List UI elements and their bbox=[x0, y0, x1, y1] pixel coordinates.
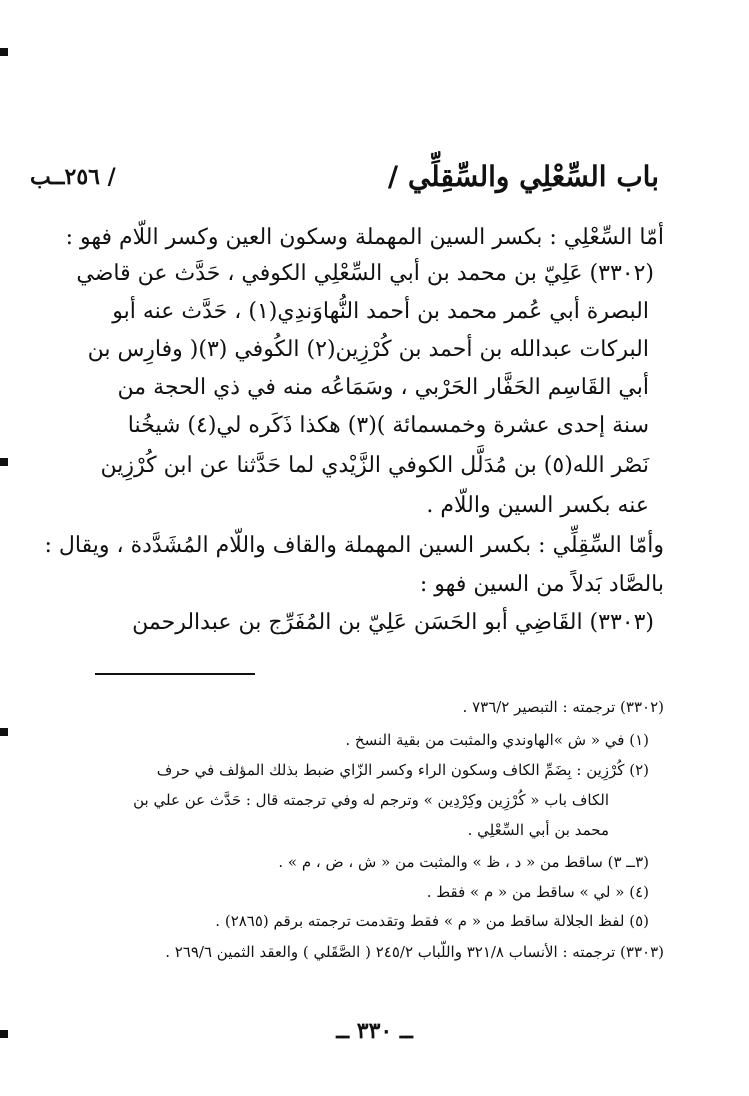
footnote-line: (٣ــ ٣) ساقط من « د ، ظ » والمثبت من « ش ، ض ، م » . bbox=[278, 853, 649, 871]
body-line: وأمّا السِّقِلِّي : بكسر السين المهملة والقاف واللّام المُشَدَّدة ، ويقال : bbox=[44, 533, 664, 558]
body-line: أبي القَاسِم الحَفَّار الحَرْبي ، وسَمَاعُه منه في ذي الحجة من bbox=[117, 375, 649, 400]
footnote-line: (٣٣٠٢) ترجمته : التبصير ٧٣٦/٢ . bbox=[462, 698, 664, 716]
scan-edge-mark bbox=[0, 48, 8, 56]
body-line: البركات عبدالله بن أحمد بن كُرْزِين(٢) الكُوفي (٣)( وفارِس بن bbox=[87, 337, 649, 362]
scan-edge-mark bbox=[0, 728, 8, 736]
footnote-line: (١) في « ش »الهاوندي والمثبت من بقية النسخ . bbox=[345, 731, 649, 749]
entry-3302-line: (٣٣٠٢) عَلِيّ بن محمد بن أبي السِّعْلِي الكوفي ، حَدَّث عن قاضي bbox=[76, 261, 654, 286]
manuscript-folio-ref: / ٢٥٦ــب bbox=[30, 164, 116, 190]
body-line: عنه بكسر السين واللّام . bbox=[426, 493, 649, 518]
entry-3303-line: (٣٣٠٣) القَاضِي أبو الحَسَن عَلِيّ بن المُفَرِّج بن عبدالرحمن bbox=[132, 610, 654, 635]
page-number: ــ ٣٣٠ ــ bbox=[336, 1018, 413, 1044]
footnote-line: الكاف باب « كُرْزِين وكِرْدِين » وترجم له وفي ترجمته قال : حَدَّث عن علي بن bbox=[133, 791, 609, 809]
footnote-line: (٢) كُرْزِين : بِضَمِّ الكاف وسكون الراء وكسر الزّاي ضبط بذلك المؤلف في حرف bbox=[156, 761, 649, 779]
body-line: بالصَّاد بَدلاً من السين فهو : bbox=[419, 572, 664, 597]
scan-edge-mark bbox=[0, 458, 8, 466]
body-line: البصرة أبي عُمر محمد بن أحمد النُّهاوَندِي(١) ، حَدَّث عنه أبو bbox=[112, 299, 649, 324]
scan-edge-mark bbox=[0, 1030, 8, 1038]
body-line: أمّا السِّعْلِي : بكسر السين المهملة وسكون العين وكسر اللّام فهو : bbox=[65, 225, 664, 250]
chapter-title: باب السِّعْلِي والسِّقِلِّي / bbox=[387, 160, 659, 193]
footnote-separator bbox=[95, 673, 255, 675]
footnote-line: (٤) « لي » ساقط من « م » فقط . bbox=[426, 883, 649, 901]
body-line: نَصْر الله(٥) بن مُدَلَّل الكوفي الزَّيْدي لما حَدَّثنا عن ابن كُرْزِين bbox=[100, 453, 649, 478]
body-line: سنة إحدى عشرة وخمسمائة )(٣) هكذا ذَكَره لي(٤) شيخُنا bbox=[127, 413, 649, 438]
footnote-line: (٥) لفظ الجلالة ساقط من « م » فقط وتقدمت ترجمته برقم (٢٨٦٥) . bbox=[215, 912, 649, 930]
footnote-line: (٣٣٠٣) ترجمته : الأنساب ٣٢١/٨ واللّباب ٢٤٥/٢ ( الصَّقَلي ) والعقد الثمين ٢٦٩/٦ . bbox=[165, 943, 664, 961]
footnote-line: محمد بن أبي السِّعْلِي . bbox=[467, 821, 609, 839]
